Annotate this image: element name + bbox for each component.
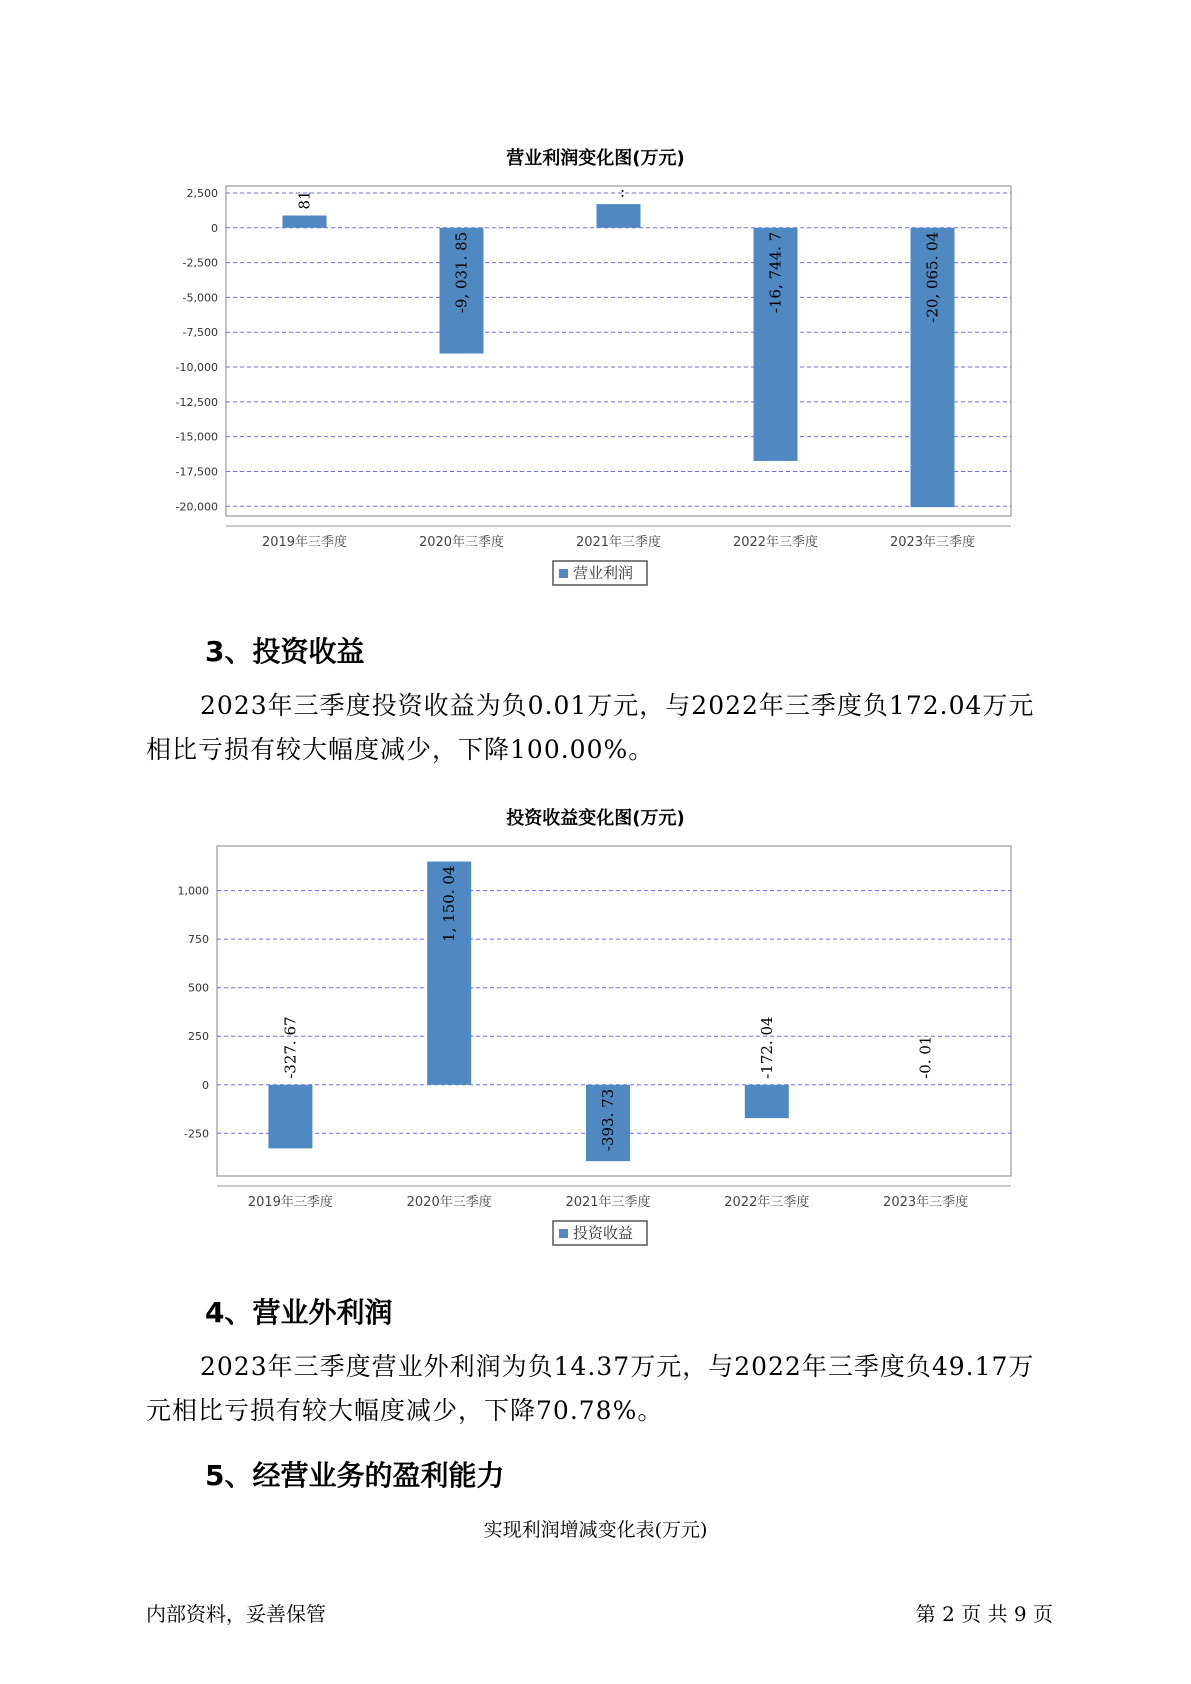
legend-label: 投资收益 xyxy=(573,1224,634,1242)
y-tick-label: -12,500 xyxy=(175,395,218,409)
data-label: -393. 73 xyxy=(599,1088,617,1152)
x-tick-label: 2021年三季度 xyxy=(575,535,662,550)
paragraph-non-operating xyxy=(146,1345,1046,1433)
y-tick-label: -20,000 xyxy=(175,500,218,514)
investment-income-chart xyxy=(0,830,1191,1250)
x-tick-label: 2023年三季度 xyxy=(883,1195,969,1210)
y-tick-label: -17,500 xyxy=(175,465,218,479)
data-label: -16, 744. 7 xyxy=(766,231,785,314)
y-tick-label: 250 xyxy=(188,1030,209,1044)
data-label: 81 xyxy=(295,190,314,210)
y-tick-label: 500 xyxy=(188,981,209,995)
y-tick-label: -15,000 xyxy=(175,430,218,444)
paragraph-line: 2023年三季度营业外利润为负14.37万元，与2022年三季度负49.17万 xyxy=(200,1352,1035,1381)
x-tick-label: 2020年三季度 xyxy=(406,1195,492,1210)
bar xyxy=(745,1085,789,1118)
section-heading-investment: 3、投资收益 xyxy=(205,635,365,668)
paragraph-line: 元相比亏损有较大幅度减少，下降70.78%。 xyxy=(146,1396,664,1425)
chart-title-operating-profit: 营业利润变化图(万元) xyxy=(506,148,685,169)
y-tick-label: 1,000 xyxy=(177,884,209,898)
legend-swatch xyxy=(559,1229,568,1238)
data-label: .. xyxy=(609,188,628,199)
y-tick-label: 2,500 xyxy=(186,186,218,200)
x-tick-label: 2019年三季度 xyxy=(247,1195,333,1210)
data-label: -327. 67 xyxy=(281,1016,300,1079)
operating-profit-chart xyxy=(0,170,1191,590)
data-label: -9, 031. 85 xyxy=(452,231,471,314)
legend-label: 营业利润 xyxy=(573,564,634,582)
paragraph-line: 相比亏损有较大幅度减少，下降100.00%。 xyxy=(146,735,655,764)
chart-title-investment-income: 投资收益变化图(万元) xyxy=(506,808,685,829)
x-tick-label: 2019年三季度 xyxy=(261,535,348,550)
legend-swatch xyxy=(559,569,568,578)
y-tick-label: -5,000 xyxy=(182,291,218,305)
footer-confidential: 内部资料，妥善保管 xyxy=(146,1602,326,1626)
section-heading-profitability: 5、经营业务的盈利能力 xyxy=(205,1459,505,1492)
data-label: 1, 150. 04 xyxy=(440,865,459,942)
y-tick-label: 0 xyxy=(202,1078,209,1092)
data-label: -172. 04 xyxy=(757,1016,776,1079)
x-tick-label: 2022年三季度 xyxy=(732,535,819,550)
plot-area xyxy=(226,186,1011,516)
y-tick-label: -7,500 xyxy=(182,326,218,340)
bar xyxy=(597,204,641,228)
x-tick-label: 2021年三季度 xyxy=(565,1195,651,1210)
y-tick-label: -250 xyxy=(184,1127,209,1141)
footer-page-number: 第 2 页 共 9 页 xyxy=(915,1602,1053,1626)
y-tick-label: 0 xyxy=(211,221,218,235)
y-tick-label: -10,000 xyxy=(175,361,218,375)
x-tick-label: 2023年三季度 xyxy=(889,535,976,550)
table-caption: 实现利润增减变化表(万元) xyxy=(483,1519,708,1541)
paragraph-investment xyxy=(146,684,1046,772)
section-heading-non-operating: 4、营业外利润 xyxy=(205,1296,393,1329)
data-label: -0. 01 xyxy=(916,1035,935,1079)
paragraph-line: 2023年三季度投资收益为负0.01万元，与2022年三季度负172.04万元 xyxy=(200,691,1035,720)
bar xyxy=(283,216,327,228)
x-tick-label: 2022年三季度 xyxy=(724,1195,810,1210)
y-tick-label: -2,500 xyxy=(182,256,218,270)
y-tick-label: 750 xyxy=(188,933,209,947)
data-label: -20, 065. 04 xyxy=(923,231,942,323)
x-tick-label: 2020年三季度 xyxy=(418,535,505,550)
bar xyxy=(268,1085,312,1149)
